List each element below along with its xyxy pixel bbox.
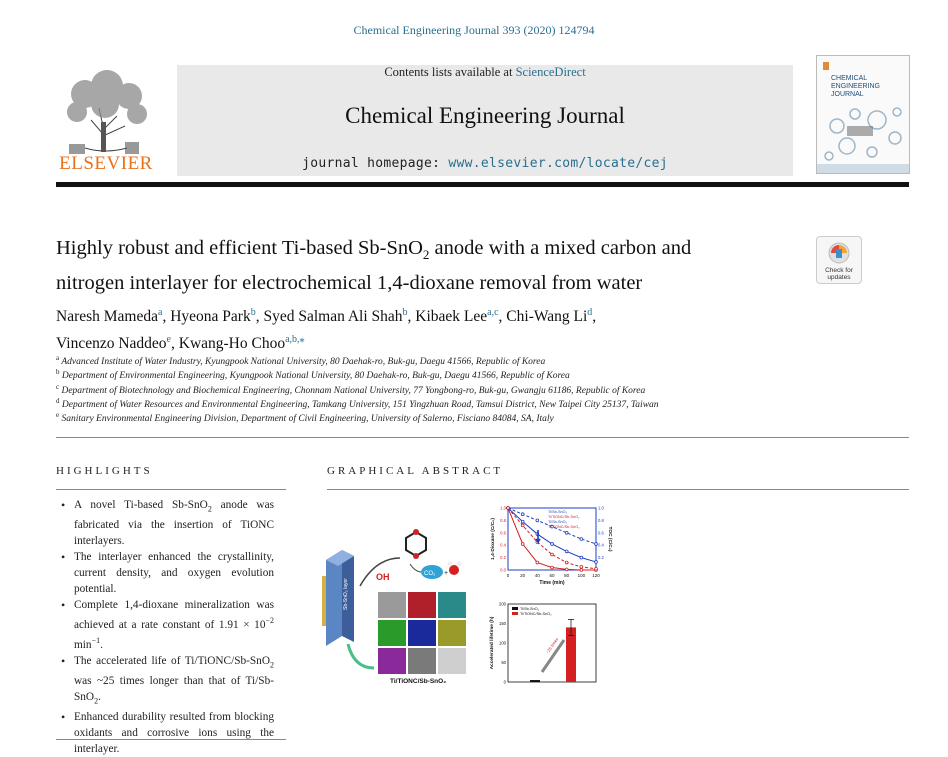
bar-chart[interactable] [489,602,596,685]
line-point [565,561,568,564]
affiliation: $^b$ Department of Environmental Engineering, Kyungpook National University, 80 Daehak-ro, Buk-gu, Daegu 41566, Republic of Korea [56,368,570,382]
article-title[interactable] [56,234,806,298]
line-point [536,519,539,522]
y-tick-label: 0.4 [500,542,506,548]
highlight-item: • The accelerated life of Ti/TiONC/Sb-SnO$_2$ was ~25 times longer than that of Ti/Sb-SnO$_2$. [60,653,274,710]
y-tick-label: 1.0 [500,505,506,511]
layer-label: Sb-SnO₂ layer [343,578,349,610]
legend-entry: Ti/Sb-SnO₂ [520,607,540,611]
line-point [551,543,554,546]
cover-art [817,56,909,173]
line-point [580,569,583,572]
x-tick-label: 60 [549,573,555,578]
y-tick-label: 1.0 [598,505,604,511]
x-tick-label: 0 [506,573,510,578]
author-list: Naresh Mameda$^a$, Hyeona Park$^b$, Syed Salman Ali Shah$^b$, Kibaek Lee$^{a,c}$, Chi-Wang Li$^d$, Vincenzo Naddeo$^e$, Kwang-Ho Choo$^{a,b,⁎}$ [56,307,597,353]
graphical-abstract-rule [327,489,909,490]
cover-line-3: JOURNAL [831,91,864,98]
highlights-list [60,497,274,757]
line-point [580,538,583,541]
y-axis-label-right: TOC (C/C₀) [607,526,612,552]
line-point [521,524,524,527]
line-point [565,550,568,553]
line-point [595,561,598,564]
line-chart[interactable] [490,506,613,587]
author[interactable]: Kwang-Ho Choo$^{a,b,}$ [178,334,300,353]
line-point [565,568,568,571]
header-rule [56,182,909,187]
line-point [580,556,583,559]
contents-prefix: Contents lists available at [384,65,516,79]
graphical-abstract[interactable] [320,498,610,690]
highlight-item: • Complete 1,4-dioxane mineralization was achieved at a rate constant of $1.91 \times 10^{-2}$ $\min^{-1}$. [60,597,274,653]
sciencedirect-link[interactable]: ScienceDirect [515,65,586,79]
y-tick-label: 0.2 [598,555,604,561]
author[interactable]: Hyeona Park$^b$ [170,307,256,326]
affiliation: $^c$ Department of Biotechnology and Biochemical Engineering, Chonnam National University, 77 Yongbong-ro, Buk-gu, Gwangju 61186, Republic of Korea [56,383,646,397]
line-point [580,566,583,569]
y-tick-label: 200 [499,601,506,607]
line-point [521,513,524,516]
bar [530,680,540,682]
homepage-line [177,156,793,171]
y-tick-label: 50 [501,660,506,665]
legend-entry: Ti/TiONC/Sb-SnO₂ [548,515,580,519]
arrow-icon [348,644,374,668]
y-tick-label: 100 [499,640,506,646]
legend-entry: Ti/Sb-SnO₂ [548,520,568,524]
affiliation: $^e$ Sanitary Environmental Engineering Division, Department of Civil Engineering, University of Salerno, Fisciano 84084, SA, Italy [56,411,554,425]
x-tick-label: 20 [520,573,526,578]
line-point [551,566,554,569]
line-point [595,567,598,570]
crossmark-line-2: updates [827,274,851,281]
y-tick-label: 0.6 [598,530,604,536]
graphical-abstract-heading: GRAPHICAL ABSTRACT [327,465,504,477]
line-point [565,531,568,534]
y-tick-label: 0.8 [598,517,604,523]
cover-line-1: CHEMICAL [831,75,868,82]
crossmark-line-1: Check for [825,267,853,274]
crossmark-icon [817,237,861,283]
x-tick-label: 80 [564,573,570,578]
annotation: ~25 times [544,636,560,655]
x-tick-label: 40 [534,573,540,578]
co2-label: CO₂ [424,571,436,577]
legend-swatch [512,607,518,610]
corresponding-author-mark[interactable]: ⁎ [299,334,305,346]
author[interactable]: Kibaek Lee$^{a,c}$ [415,307,499,326]
line-point [551,553,554,556]
water-molecule-icon [449,565,459,575]
y-tick-label: 0.2 [500,555,506,561]
highlights-heading: HIGHLIGHTS [56,465,153,477]
homepage-prefix: journal homepage: [302,156,449,171]
line-point [521,520,524,523]
electrode-illustration [322,550,354,646]
section-divider [56,437,909,438]
author[interactable]: Vincenzo Naddeo$^e$ [56,334,171,353]
affiliation: $^a$ Advanced Institute of Water Industry, Kyungpook National University, 80 Daehak-ro, Buk-gu, Daegu 41566, Republic of Korea [56,354,546,368]
citation[interactable]: Chemical Engineering Journal 393 (2020) 124794 [353,23,595,37]
dioxane-molecule-icon [406,529,426,559]
x-tick-label: 100 [577,573,586,578]
y-tick-label: 0.4 [598,542,604,548]
y-axis-label: Accelerated lifetime (h) [490,616,495,670]
journal-header [177,65,793,176]
publisher-wordmark: ELSEVIER [59,153,153,174]
line-point [595,543,598,546]
line-point [507,507,510,510]
y-tick-label: 0.6 [500,530,506,536]
legend-entry: Ti/TiONC/Sb-SnO₂ [520,612,552,616]
author[interactable]: Naresh Mameda$^a$ [56,307,163,326]
check-for-updates-button[interactable] [816,236,862,284]
y-tick-label: 0 [503,679,506,685]
sem-caption: Ti/TiONC/Sb-SnO₂ [390,678,447,685]
highlight-item: • Enhanced durability resulted from blocking oxidants and corrosive ions using the interlayer. [60,709,274,757]
title-part-2: anode with a mixed carbon and [429,237,692,259]
legend-entry: Ti/Sb-SnO₂ [548,510,568,514]
legend-entry: Ti/TiONC/Sb-SnO₂ [548,525,580,529]
sem-eds-grid [378,592,466,674]
legend-swatch [512,612,518,615]
y-tick-label: 150 [499,621,506,626]
y-tick-label: 0.8 [500,517,506,523]
line-point [536,561,539,564]
radical-label: OH [376,572,390,582]
author[interactable]: Chi-Wang Li$^d$ [506,307,593,326]
highlight-item: • The interlayer enhanced the crystallinity, current density, and oxygen evolution potential. [60,549,274,597]
svg-text:+: + [444,570,449,577]
line-point [521,543,524,546]
homepage-link[interactable]: www.elsevier.com/locate/cej [448,156,668,171]
highlight-item: • A novel Ti-based Sb-SnO$_2$ anode was fabricated via the insertion of TiONC interlayers. [60,497,274,549]
highlights-rule [56,489,286,490]
x-axis-label: Time (min) [539,580,565,586]
cover-line-2: ENGINEERING [831,83,881,90]
y-tick-label: 0.0 [500,567,506,573]
title-line-2: nitrogen interlayer for electrochemical 1,4-dioxane removal from water [56,272,643,295]
y-axis-label: 1,4-Dioxane (C/C₀) [491,518,496,560]
journal-cover[interactable] [816,55,910,174]
affiliation: $^d$ Department of Water Resources and Environmental Engineering, Tamkang University, 151 Yingzhuan Road, Tamsui District, New Taipei City 25137, Taiwan [56,397,659,411]
journal-title[interactable]: Chemical Engineering Journal [345,103,625,128]
x-tick-label: 120 [592,573,600,578]
title-subscript: 2 [422,247,430,263]
title-part-1: Highly robust and efficient Ti-based Sb-SnO [56,237,423,259]
contents-line [177,65,793,80]
highlights-bottom-rule [56,739,286,740]
author[interactable]: Syed Salman Ali Shah$^b$ [263,307,408,326]
